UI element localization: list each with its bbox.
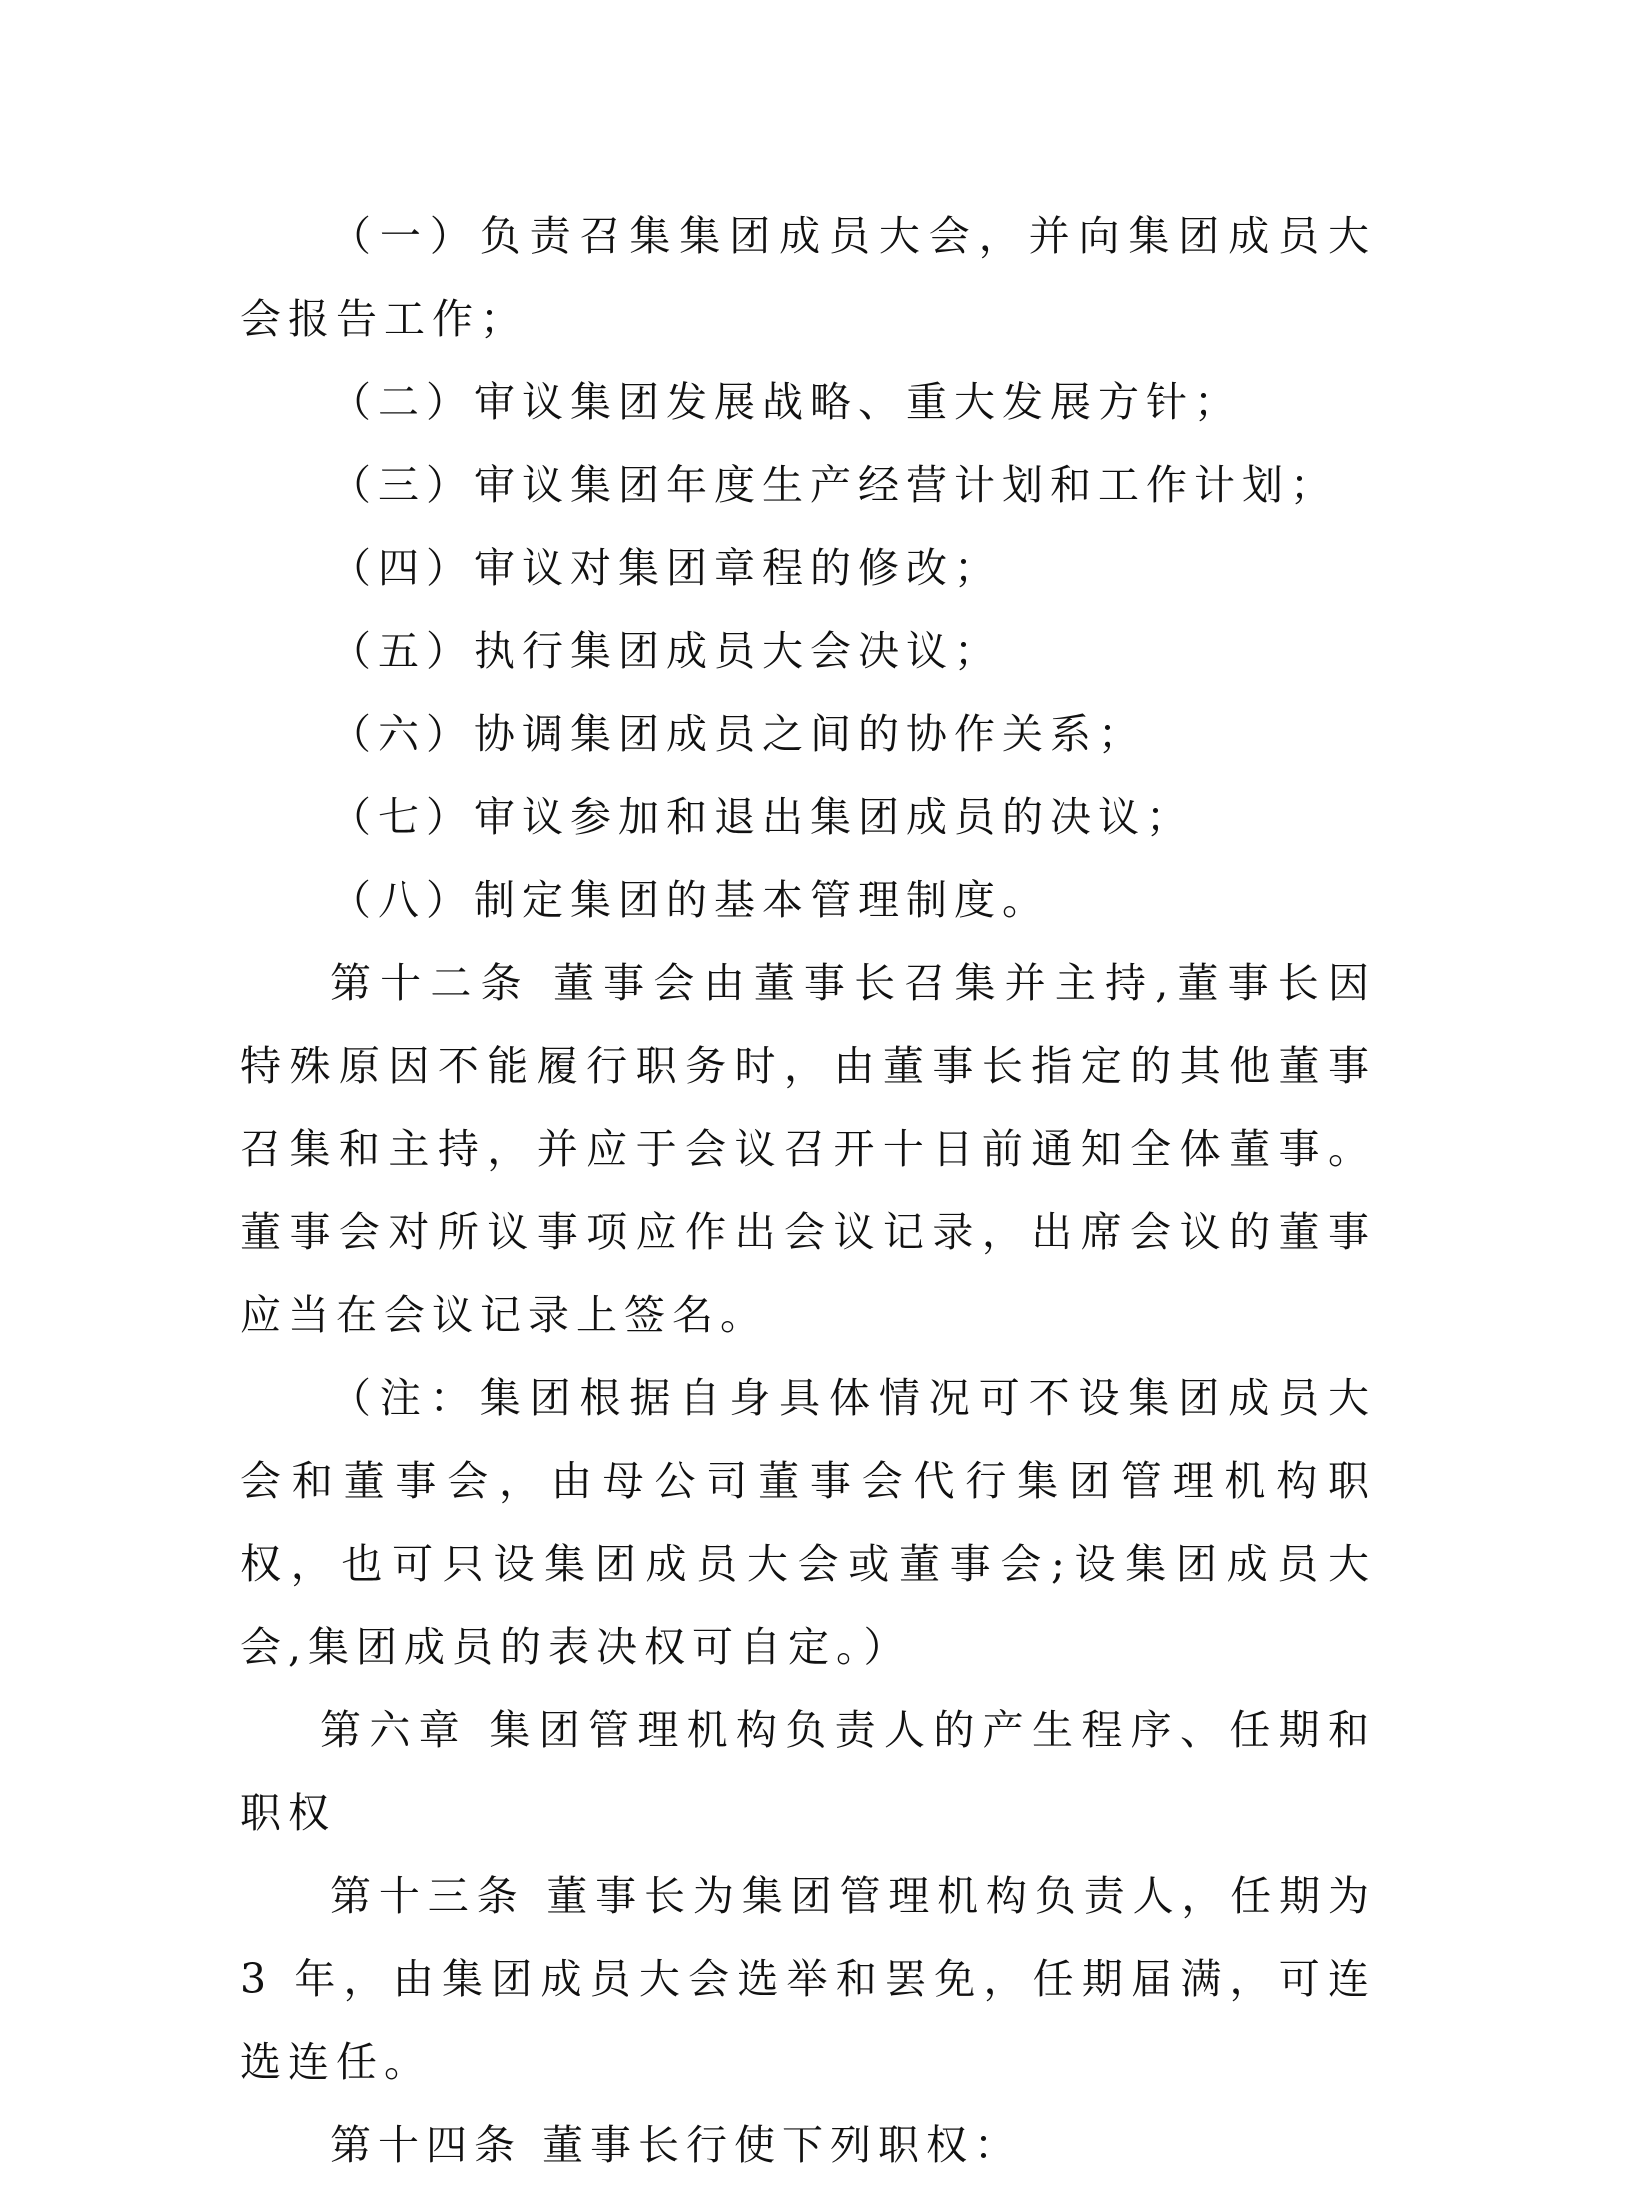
article-13-paragraph: 第十三条 董事长为集团管理机构负责人，任期为 3 年，由集团成员大会选举和罢免，任期届满，可连选连任。 [240,1872,1376,2086]
item-6-coordinate-members: （六）协调集团成员之间的协作关系； [330,710,1146,758]
item-4-review-charter-amendment: （四）审议对集团章程的修改； [330,544,1002,592]
item-8-management-rules: （八）制定集团的基本管理制度。 [330,876,1050,924]
chapter-6-heading: 第六章 集团管理机构负责人的产生程序、任期和职权 [240,1706,1376,1837]
item-5-execute-resolutions: （五）执行集团成员大会决议； [330,627,1002,675]
item-3-review-plans: （三）审议集团年度生产经营计划和工作计划； [330,461,1338,509]
item-7-member-join-exit: （七）审议参加和退出集团成员的决议； [330,793,1194,841]
document-body [240,195,1376,2187]
item-2-review-strategy: （二）审议集团发展战略、重大发展方针； [330,378,1242,426]
note-paragraph: （注：集团根据自身具体情况可不设集团成员大会和董事会，由母公司董事会代行集团管理机构职权，也可只设集团成员大会或董事会;设集团成员大会,集团成员的表决权可自定。） [240,1374,1376,1671]
article-14-paragraph: 第十四条 董事长行使下列职权： [330,2121,1023,2169]
article-12-paragraph: 第十二条 董事会由董事长召集并主持,董事长因特殊原因不能履行职务时，由董事长指定的其他董事召集和主持，并应于会议召开十日前通知全体董事。董事会对所议事项应作出会议记录，出席会议的董事应当在会议记录上签名。 [240,959,1376,1339]
item-1-convene-assembly: （一）负责召集集团成员大会，并向集团成员大会报告工作； [240,212,1376,343]
